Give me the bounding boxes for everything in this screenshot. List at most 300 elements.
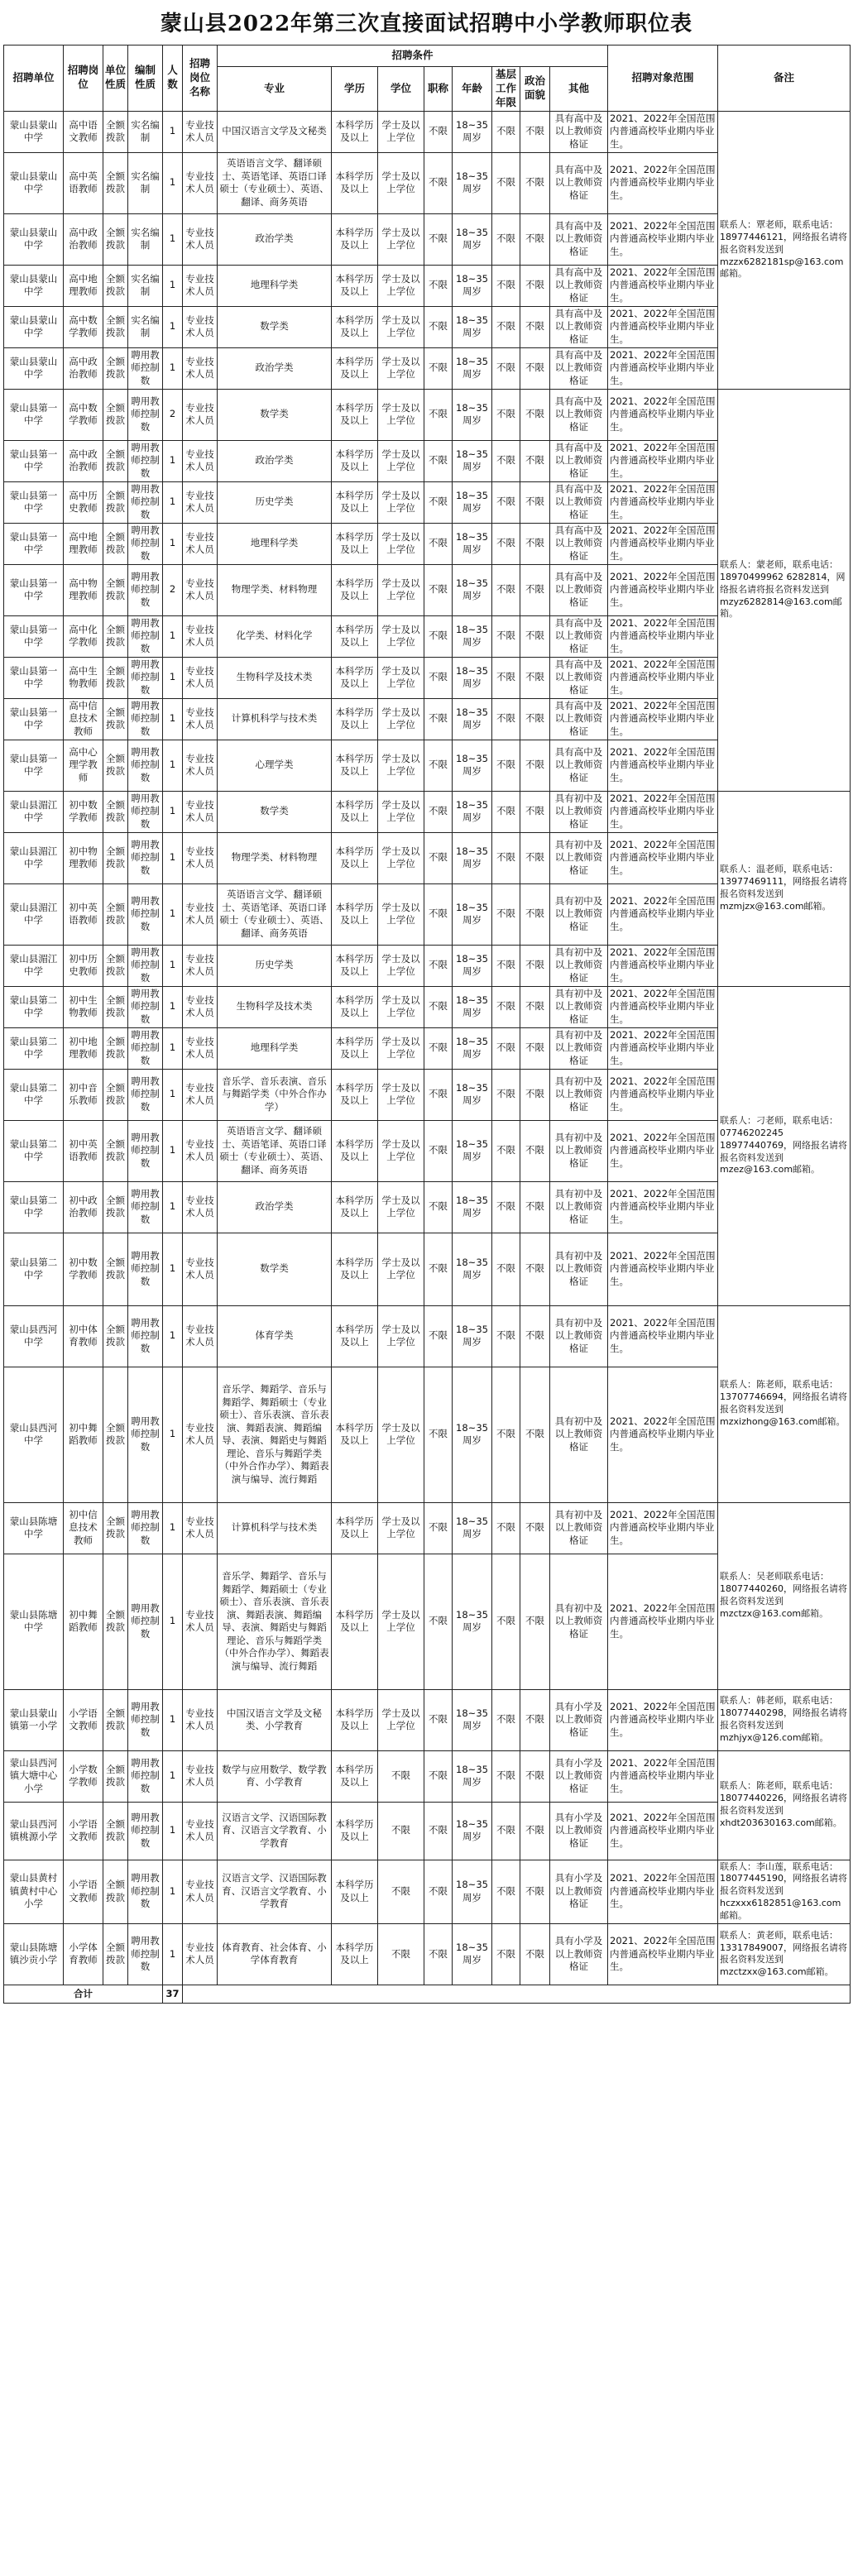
cell-political: 不限 bbox=[520, 481, 550, 523]
cell-staff-type: 实名编制 bbox=[128, 152, 163, 213]
cell-unit: 蒙山县西河镇大塘中心小学 bbox=[4, 1750, 64, 1802]
cell-post-name: 专业技术人员 bbox=[183, 111, 218, 152]
cell-unit-type: 全额拨款 bbox=[103, 1233, 128, 1305]
cell-unit: 蒙山县第一中学 bbox=[4, 615, 64, 657]
cell-unit-type: 全额拨款 bbox=[103, 213, 128, 265]
cell-title-req: 不限 bbox=[424, 1120, 453, 1181]
cell-position: 高中语文教师 bbox=[64, 111, 103, 152]
cell-unit: 蒙山县湄江中学 bbox=[4, 883, 64, 945]
cell-count: 1 bbox=[163, 1554, 183, 1689]
header-post-name: 招聘岗位名称 bbox=[183, 45, 218, 112]
cell-major: 体育学类 bbox=[218, 1305, 332, 1367]
cell-education: 本科学历及以上 bbox=[332, 615, 378, 657]
cell-experience: 不限 bbox=[492, 1367, 520, 1502]
cell-post-name: 专业技术人员 bbox=[183, 832, 218, 883]
cell-other: 具有高中及以上教师资格证 bbox=[550, 213, 608, 265]
cell-other: 具有高中及以上教师资格证 bbox=[550, 306, 608, 347]
cell-title-req: 不限 bbox=[424, 1802, 453, 1860]
cell-other: 具有高中及以上教师资格证 bbox=[550, 615, 608, 657]
cell-political: 不限 bbox=[520, 1305, 550, 1367]
cell-degree: 学士及以上学位 bbox=[378, 213, 424, 265]
cell-experience: 不限 bbox=[492, 1750, 520, 1802]
total-row bbox=[4, 1985, 851, 2003]
cell-staff-type: 聘用教师控制数 bbox=[128, 1069, 163, 1120]
cell-position: 小学体育教师 bbox=[64, 1923, 103, 1985]
cell-experience: 不限 bbox=[492, 523, 520, 564]
cell-degree: 学士及以上学位 bbox=[378, 657, 424, 698]
cell-title-req: 不限 bbox=[424, 740, 453, 791]
cell-remark: 联系人：蒙老师，联系电话：18970499962 6282814，网络报名请将报名资料发送到mzyz6282814@163.com邮箱。 bbox=[718, 389, 851, 791]
cell-post-name: 专业技术人员 bbox=[183, 1367, 218, 1502]
cell-unit: 蒙山县陈塘中学 bbox=[4, 1502, 64, 1554]
cell-age: 18~35周岁 bbox=[453, 615, 492, 657]
cell-major: 政治学类 bbox=[218, 213, 332, 265]
cell-major: 生物科学及技术类 bbox=[218, 657, 332, 698]
cell-degree: 学士及以上学位 bbox=[378, 440, 424, 481]
cell-experience: 不限 bbox=[492, 1554, 520, 1689]
cell-post-name: 专业技术人员 bbox=[183, 1069, 218, 1120]
cell-experience: 不限 bbox=[492, 481, 520, 523]
cell-other: 具有初中及以上教师资格证 bbox=[550, 945, 608, 986]
cell-unit: 蒙山县湄江中学 bbox=[4, 832, 64, 883]
header-staff-type: 编制性质 bbox=[128, 45, 163, 112]
cell-count: 1 bbox=[163, 1750, 183, 1802]
cell-age: 18~35周岁 bbox=[453, 523, 492, 564]
cell-degree: 不限 bbox=[378, 1860, 424, 1923]
cell-post-name: 专业技术人员 bbox=[183, 440, 218, 481]
cell-post-name: 专业技术人员 bbox=[183, 1502, 218, 1554]
cell-unit-type: 全额拨款 bbox=[103, 657, 128, 698]
cell-political: 不限 bbox=[520, 1923, 550, 1985]
document-title: 蒙山县2022年第三次直接面试招聘中小学教师职位表 bbox=[160, 12, 693, 36]
cell-other: 具有初中及以上教师资格证 bbox=[550, 986, 608, 1027]
cell-title-req: 不限 bbox=[424, 306, 453, 347]
cell-unit-type: 全额拨款 bbox=[103, 481, 128, 523]
cell-major: 计算机科学与技术类 bbox=[218, 698, 332, 740]
cell-position: 初中生物教师 bbox=[64, 986, 103, 1027]
cell-target: 2021、2022年全国范围内普通高校毕业期内毕业生。 bbox=[608, 1802, 718, 1860]
cell-political: 不限 bbox=[520, 657, 550, 698]
cell-major: 中国汉语言文学及文秘类 bbox=[218, 111, 332, 152]
cell-target: 2021、2022年全国范围内普通高校毕业期内毕业生。 bbox=[608, 1181, 718, 1233]
cell-degree: 学士及以上学位 bbox=[378, 1554, 424, 1689]
cell-count: 1 bbox=[163, 523, 183, 564]
cell-political: 不限 bbox=[520, 1689, 550, 1750]
cell-unit: 蒙山县陈塘中学 bbox=[4, 1554, 64, 1689]
cell-age: 18~35周岁 bbox=[453, 740, 492, 791]
cell-education: 本科学历及以上 bbox=[332, 1860, 378, 1923]
cell-political: 不限 bbox=[520, 1181, 550, 1233]
cell-target: 2021、2022年全国范围内普通高校毕业期内毕业生。 bbox=[608, 523, 718, 564]
cell-major: 物理学类、材料物理 bbox=[218, 564, 332, 615]
cell-experience: 不限 bbox=[492, 791, 520, 832]
cell-post-name: 专业技术人员 bbox=[183, 791, 218, 832]
cell-experience: 不限 bbox=[492, 111, 520, 152]
cell-age: 18~35周岁 bbox=[453, 791, 492, 832]
cell-target: 2021、2022年全国范围内普通高校毕业期内毕业生。 bbox=[608, 986, 718, 1027]
cell-staff-type: 聘用教师控制数 bbox=[128, 1233, 163, 1305]
cell-education: 本科学历及以上 bbox=[332, 657, 378, 698]
cell-position: 高中物理教师 bbox=[64, 564, 103, 615]
cell-education: 本科学历及以上 bbox=[332, 523, 378, 564]
cell-political: 不限 bbox=[520, 564, 550, 615]
cell-target: 2021、2022年全国范围内普通高校毕业期内毕业生。 bbox=[608, 1750, 718, 1802]
cell-staff-type: 聘用教师控制数 bbox=[128, 657, 163, 698]
cell-education: 本科学历及以上 bbox=[332, 1802, 378, 1860]
cell-title-req: 不限 bbox=[424, 832, 453, 883]
cell-education: 本科学历及以上 bbox=[332, 213, 378, 265]
cell-degree: 学士及以上学位 bbox=[378, 1027, 424, 1069]
cell-unit-type: 全额拨款 bbox=[103, 1069, 128, 1120]
cell-position: 初中体育教师 bbox=[64, 1305, 103, 1367]
cell-experience: 不限 bbox=[492, 1923, 520, 1985]
cell-political: 不限 bbox=[520, 265, 550, 306]
cell-age: 18~35周岁 bbox=[453, 265, 492, 306]
cell-degree: 学士及以上学位 bbox=[378, 564, 424, 615]
cell-unit: 蒙山县第一中学 bbox=[4, 481, 64, 523]
cell-target: 2021、2022年全国范围内普通高校毕业期内毕业生。 bbox=[608, 152, 718, 213]
cell-degree: 学士及以上学位 bbox=[378, 523, 424, 564]
cell-political: 不限 bbox=[520, 883, 550, 945]
cell-unit-type: 全额拨款 bbox=[103, 615, 128, 657]
cell-experience: 不限 bbox=[492, 564, 520, 615]
cell-staff-type: 聘用教师控制数 bbox=[128, 740, 163, 791]
cell-unit: 蒙山县湄江中学 bbox=[4, 945, 64, 986]
cell-age: 18~35周岁 bbox=[453, 481, 492, 523]
cell-unit: 蒙山县第一中学 bbox=[4, 657, 64, 698]
cell-unit: 蒙山县第一中学 bbox=[4, 523, 64, 564]
header-unit: 招聘单位 bbox=[4, 45, 64, 112]
cell-degree: 学士及以上学位 bbox=[378, 111, 424, 152]
cell-age: 18~35周岁 bbox=[453, 111, 492, 152]
cell-age: 18~35周岁 bbox=[453, 1181, 492, 1233]
cell-experience: 不限 bbox=[492, 1233, 520, 1305]
cell-education: 本科学历及以上 bbox=[332, 1120, 378, 1181]
cell-position: 高中地理教师 bbox=[64, 265, 103, 306]
cell-count: 1 bbox=[163, 1120, 183, 1181]
cell-experience: 不限 bbox=[492, 1069, 520, 1120]
cell-target: 2021、2022年全国范围内普通高校毕业期内毕业生。 bbox=[608, 1367, 718, 1502]
cell-experience: 不限 bbox=[492, 389, 520, 440]
cell-position: 高中生物教师 bbox=[64, 657, 103, 698]
cell-age: 18~35周岁 bbox=[453, 152, 492, 213]
cell-degree: 学士及以上学位 bbox=[378, 615, 424, 657]
cell-major: 汉语言文学、汉语国际教育、汉语言文学教育、小学教育 bbox=[218, 1802, 332, 1860]
cell-target: 2021、2022年全国范围内普通高校毕业期内毕业生。 bbox=[608, 832, 718, 883]
cell-political: 不限 bbox=[520, 1750, 550, 1802]
cell-post-name: 专业技术人员 bbox=[183, 306, 218, 347]
cell-other: 具有小学及以上教师资格证 bbox=[550, 1923, 608, 1985]
cell-political: 不限 bbox=[520, 306, 550, 347]
cell-major: 英语语言文学、翻译硕士、英语笔译、英语口译硕士（专业硕士）、英语、翻译、商务英语 bbox=[218, 152, 332, 213]
cell-unit-type: 全额拨款 bbox=[103, 883, 128, 945]
cell-age: 18~35周岁 bbox=[453, 986, 492, 1027]
total-count: 37 bbox=[163, 1985, 183, 2003]
cell-position: 初中历史教师 bbox=[64, 945, 103, 986]
cell-post-name: 专业技术人员 bbox=[183, 1750, 218, 1802]
header-title-req: 职称 bbox=[424, 67, 453, 112]
cell-post-name: 专业技术人员 bbox=[183, 1689, 218, 1750]
cell-education: 本科学历及以上 bbox=[332, 832, 378, 883]
cell-experience: 不限 bbox=[492, 213, 520, 265]
cell-post-name: 专业技术人员 bbox=[183, 698, 218, 740]
cell-major: 数学类 bbox=[218, 389, 332, 440]
cell-political: 不限 bbox=[520, 152, 550, 213]
cell-target: 2021、2022年全国范围内普通高校毕业期内毕业生。 bbox=[608, 1554, 718, 1689]
cell-unit: 蒙山县蒙山中学 bbox=[4, 306, 64, 347]
cell-major: 心理学类 bbox=[218, 740, 332, 791]
cell-count: 1 bbox=[163, 347, 183, 389]
cell-degree: 学士及以上学位 bbox=[378, 1689, 424, 1750]
cell-target: 2021、2022年全国范围内普通高校毕业期内毕业生。 bbox=[608, 389, 718, 440]
cell-position: 高中政治教师 bbox=[64, 213, 103, 265]
cell-unit-type: 全额拨款 bbox=[103, 1860, 128, 1923]
cell-other: 具有初中及以上教师资格证 bbox=[550, 1502, 608, 1554]
cell-degree: 学士及以上学位 bbox=[378, 1367, 424, 1502]
cell-unit-type: 全额拨款 bbox=[103, 152, 128, 213]
cell-post-name: 专业技术人员 bbox=[183, 1181, 218, 1233]
cell-major: 地理科学类 bbox=[218, 1027, 332, 1069]
cell-position: 高中政治教师 bbox=[64, 347, 103, 389]
cell-other: 具有初中及以上教师资格证 bbox=[550, 1367, 608, 1502]
cell-age: 18~35周岁 bbox=[453, 1233, 492, 1305]
cell-education: 本科学历及以上 bbox=[332, 1181, 378, 1233]
cell-other: 具有小学及以上教师资格证 bbox=[550, 1750, 608, 1802]
cell-staff-type: 聘用教师控制数 bbox=[128, 1802, 163, 1860]
cell-degree: 学士及以上学位 bbox=[378, 306, 424, 347]
cell-title-req: 不限 bbox=[424, 1860, 453, 1923]
cell-remark: 联系人：韩老师，联系电话：18077440298，网络报名请将报名资料发送到mzhjyx@126.com邮箱。 bbox=[718, 1689, 851, 1750]
cell-staff-type: 聘用教师控制数 bbox=[128, 1120, 163, 1181]
header-unit-type: 单位性质 bbox=[103, 45, 128, 112]
cell-position: 高中地理教师 bbox=[64, 523, 103, 564]
cell-age: 18~35周岁 bbox=[453, 698, 492, 740]
cell-count: 1 bbox=[163, 1923, 183, 1985]
cell-unit-type: 全额拨款 bbox=[103, 1120, 128, 1181]
cell-post-name: 专业技术人员 bbox=[183, 986, 218, 1027]
cell-unit-type: 全额拨款 bbox=[103, 945, 128, 986]
header-experience: 基层工作年限 bbox=[492, 67, 520, 112]
cell-title-req: 不限 bbox=[424, 1689, 453, 1750]
cell-education: 本科学历及以上 bbox=[332, 1233, 378, 1305]
cell-other: 具有高中及以上教师资格证 bbox=[550, 152, 608, 213]
cell-political: 不限 bbox=[520, 523, 550, 564]
cell-position: 初中政治教师 bbox=[64, 1181, 103, 1233]
cell-unit: 蒙山县第二中学 bbox=[4, 1181, 64, 1233]
cell-education: 本科学历及以上 bbox=[332, 986, 378, 1027]
cell-position: 初中数学教师 bbox=[64, 791, 103, 832]
header-major: 专业 bbox=[218, 67, 332, 112]
cell-target: 2021、2022年全国范围内普通高校毕业期内毕业生。 bbox=[608, 1305, 718, 1367]
cell-education: 本科学历及以上 bbox=[332, 564, 378, 615]
cell-degree: 学士及以上学位 bbox=[378, 740, 424, 791]
cell-unit: 蒙山县西河镇桃源小学 bbox=[4, 1802, 64, 1860]
cell-major: 政治学类 bbox=[218, 440, 332, 481]
cell-degree: 学士及以上学位 bbox=[378, 265, 424, 306]
cell-major: 历史学类 bbox=[218, 481, 332, 523]
cell-major: 化学类、材料化学 bbox=[218, 615, 332, 657]
cell-degree: 学士及以上学位 bbox=[378, 832, 424, 883]
cell-post-name: 专业技术人员 bbox=[183, 1027, 218, 1069]
cell-target: 2021、2022年全国范围内普通高校毕业期内毕业生。 bbox=[608, 1027, 718, 1069]
cell-major: 生物科学及技术类 bbox=[218, 986, 332, 1027]
cell-experience: 不限 bbox=[492, 1120, 520, 1181]
cell-title-req: 不限 bbox=[424, 883, 453, 945]
cell-unit-type: 全额拨款 bbox=[103, 1181, 128, 1233]
cell-post-name: 专业技术人员 bbox=[183, 265, 218, 306]
cell-age: 18~35周岁 bbox=[453, 564, 492, 615]
positions-table bbox=[3, 45, 851, 2004]
cell-position: 初中英语教师 bbox=[64, 883, 103, 945]
cell-target: 2021、2022年全国范围内普通高校毕业期内毕业生。 bbox=[608, 306, 718, 347]
cell-unit: 蒙山县西河中学 bbox=[4, 1305, 64, 1367]
cell-unit-type: 全额拨款 bbox=[103, 1750, 128, 1802]
table-row bbox=[4, 791, 851, 832]
cell-position: 初中英语教师 bbox=[64, 1120, 103, 1181]
cell-title-req: 不限 bbox=[424, 698, 453, 740]
header-target: 招聘对象范围 bbox=[608, 45, 718, 112]
cell-post-name: 专业技术人员 bbox=[183, 1860, 218, 1923]
cell-other: 具有高中及以上教师资格证 bbox=[550, 657, 608, 698]
cell-count: 1 bbox=[163, 1305, 183, 1367]
cell-degree: 不限 bbox=[378, 1923, 424, 1985]
cell-title-req: 不限 bbox=[424, 265, 453, 306]
cell-political: 不限 bbox=[520, 698, 550, 740]
cell-count: 1 bbox=[163, 791, 183, 832]
header-conditions: 招聘条件 bbox=[218, 45, 608, 67]
cell-unit: 蒙山县第一中学 bbox=[4, 440, 64, 481]
cell-post-name: 专业技术人员 bbox=[183, 740, 218, 791]
cell-education: 本科学历及以上 bbox=[332, 265, 378, 306]
cell-experience: 不限 bbox=[492, 1689, 520, 1750]
cell-political: 不限 bbox=[520, 213, 550, 265]
cell-unit-type: 全额拨款 bbox=[103, 832, 128, 883]
cell-age: 18~35周岁 bbox=[453, 657, 492, 698]
cell-age: 18~35周岁 bbox=[453, 306, 492, 347]
cell-staff-type: 聘用教师控制数 bbox=[128, 1367, 163, 1502]
cell-staff-type: 聘用教师控制数 bbox=[128, 1027, 163, 1069]
cell-unit-type: 全额拨款 bbox=[103, 1554, 128, 1689]
cell-post-name: 专业技术人员 bbox=[183, 1233, 218, 1305]
cell-political: 不限 bbox=[520, 389, 550, 440]
cell-other: 具有高中及以上教师资格证 bbox=[550, 347, 608, 389]
cell-experience: 不限 bbox=[492, 657, 520, 698]
cell-staff-type: 聘用教师控制数 bbox=[128, 1554, 163, 1689]
cell-position: 小学语文教师 bbox=[64, 1689, 103, 1750]
cell-major: 数学与应用数学、数学教育、小学教育 bbox=[218, 1750, 332, 1802]
cell-title-req: 不限 bbox=[424, 1923, 453, 1985]
cell-count: 1 bbox=[163, 265, 183, 306]
cell-staff-type: 聘用教师控制数 bbox=[128, 832, 163, 883]
cell-remark: 联系人：黄老师，联系电话：13317849007，网络报名请将报名资料发送到mzctzxx@163.com邮箱。 bbox=[718, 1923, 851, 1985]
cell-staff-type: 聘用教师控制数 bbox=[128, 1750, 163, 1802]
cell-other: 具有初中及以上教师资格证 bbox=[550, 1305, 608, 1367]
cell-experience: 不限 bbox=[492, 1181, 520, 1233]
cell-age: 18~35周岁 bbox=[453, 1750, 492, 1802]
cell-target: 2021、2022年全国范围内普通高校毕业期内毕业生。 bbox=[608, 347, 718, 389]
cell-title-req: 不限 bbox=[424, 986, 453, 1027]
cell-staff-type: 聘用教师控制数 bbox=[128, 945, 163, 986]
cell-unit-type: 全额拨款 bbox=[103, 1689, 128, 1750]
cell-position: 高中心理学教师 bbox=[64, 740, 103, 791]
cell-education: 本科学历及以上 bbox=[332, 1923, 378, 1985]
cell-political: 不限 bbox=[520, 986, 550, 1027]
cell-post-name: 专业技术人员 bbox=[183, 213, 218, 265]
cell-title-req: 不限 bbox=[424, 1367, 453, 1502]
cell-age: 18~35周岁 bbox=[453, 1069, 492, 1120]
cell-other: 具有高中及以上教师资格证 bbox=[550, 265, 608, 306]
header-education: 学历 bbox=[332, 67, 378, 112]
cell-post-name: 专业技术人员 bbox=[183, 152, 218, 213]
cell-count: 1 bbox=[163, 740, 183, 791]
cell-political: 不限 bbox=[520, 832, 550, 883]
cell-other: 具有高中及以上教师资格证 bbox=[550, 440, 608, 481]
cell-title-req: 不限 bbox=[424, 564, 453, 615]
cell-position: 高中英语教师 bbox=[64, 152, 103, 213]
cell-major: 政治学类 bbox=[218, 1181, 332, 1233]
cell-post-name: 专业技术人员 bbox=[183, 1923, 218, 1985]
header-degree: 学位 bbox=[378, 67, 424, 112]
cell-degree: 学士及以上学位 bbox=[378, 389, 424, 440]
cell-target: 2021、2022年全国范围内普通高校毕业期内毕业生。 bbox=[608, 945, 718, 986]
cell-major: 英语语言文学、翻译硕士、英语笔译、英语口译硕士（专业硕士）、英语、翻译、商务英语 bbox=[218, 1120, 332, 1181]
cell-staff-type: 聘用教师控制数 bbox=[128, 986, 163, 1027]
cell-age: 18~35周岁 bbox=[453, 440, 492, 481]
cell-count: 1 bbox=[163, 615, 183, 657]
cell-age: 18~35周岁 bbox=[453, 1860, 492, 1923]
cell-degree: 学士及以上学位 bbox=[378, 1233, 424, 1305]
cell-count: 1 bbox=[163, 111, 183, 152]
cell-political: 不限 bbox=[520, 1367, 550, 1502]
cell-major: 计算机科学与技术类 bbox=[218, 1502, 332, 1554]
table-row bbox=[4, 1689, 851, 1750]
cell-political: 不限 bbox=[520, 1120, 550, 1181]
cell-experience: 不限 bbox=[492, 347, 520, 389]
header-position: 招聘岗位 bbox=[64, 45, 103, 112]
cell-unit: 蒙山县蒙山镇第一小学 bbox=[4, 1689, 64, 1750]
cell-staff-type: 聘用教师控制数 bbox=[128, 347, 163, 389]
cell-unit-type: 全额拨款 bbox=[103, 698, 128, 740]
cell-unit-type: 全额拨款 bbox=[103, 1502, 128, 1554]
cell-degree: 学士及以上学位 bbox=[378, 347, 424, 389]
cell-age: 18~35周岁 bbox=[453, 213, 492, 265]
cell-count: 1 bbox=[163, 1069, 183, 1120]
cell-staff-type: 实名编制 bbox=[128, 306, 163, 347]
cell-post-name: 专业技术人员 bbox=[183, 1120, 218, 1181]
cell-other: 具有高中及以上教师资格证 bbox=[550, 564, 608, 615]
table-body bbox=[4, 111, 851, 2003]
cell-degree: 学士及以上学位 bbox=[378, 883, 424, 945]
cell-degree: 学士及以上学位 bbox=[378, 791, 424, 832]
cell-experience: 不限 bbox=[492, 832, 520, 883]
cell-unit: 蒙山县第二中学 bbox=[4, 1027, 64, 1069]
cell-target: 2021、2022年全国范围内普通高校毕业期内毕业生。 bbox=[608, 265, 718, 306]
cell-position: 小学语文教师 bbox=[64, 1860, 103, 1923]
cell-education: 本科学历及以上 bbox=[332, 883, 378, 945]
cell-major: 地理科学类 bbox=[218, 523, 332, 564]
cell-education: 本科学历及以上 bbox=[332, 152, 378, 213]
cell-major: 物理学类、材料物理 bbox=[218, 832, 332, 883]
cell-staff-type: 聘用教师控制数 bbox=[128, 564, 163, 615]
cell-count: 1 bbox=[163, 657, 183, 698]
cell-other: 具有初中及以上教师资格证 bbox=[550, 1027, 608, 1069]
cell-target: 2021、2022年全国范围内普通高校毕业期内毕业生。 bbox=[608, 883, 718, 945]
cell-title-req: 不限 bbox=[424, 1502, 453, 1554]
cell-count: 1 bbox=[163, 1860, 183, 1923]
cell-political: 不限 bbox=[520, 1802, 550, 1860]
cell-title-req: 不限 bbox=[424, 1181, 453, 1233]
cell-age: 18~35周岁 bbox=[453, 1554, 492, 1689]
